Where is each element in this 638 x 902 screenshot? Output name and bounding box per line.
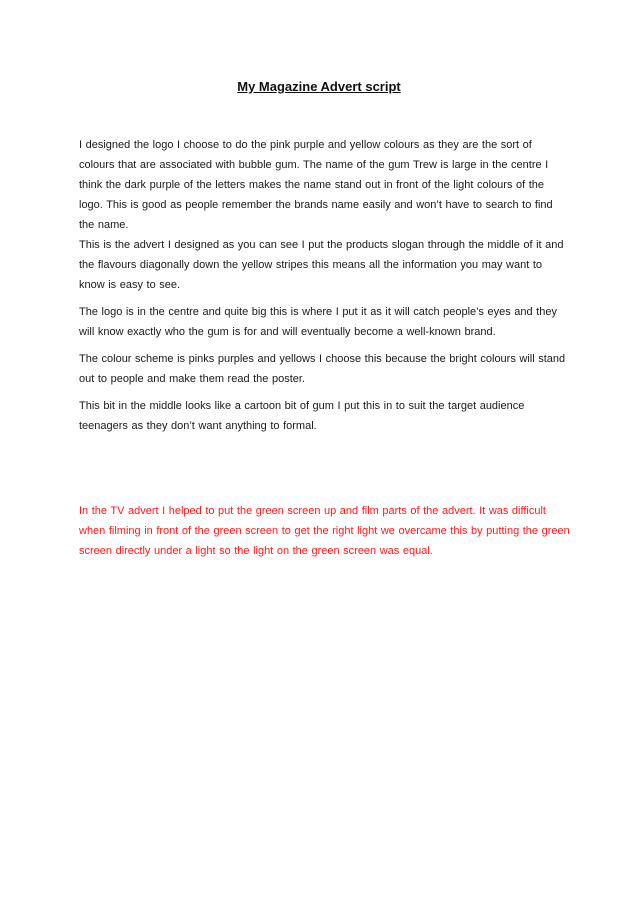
paragraph-logo-placement: The logo is in the centre and quite big this is where I put it as it will catch people’s eyes and they will know exactly who the gum is for and will eventually become a well-known brand.	[79, 306, 557, 338]
paragraph-colour-scheme: The colour scheme is pinks purples and yellows I choose this because the bright colours will stand out to people and make them read the poster.	[79, 353, 566, 385]
paragraph-logo-design: I designed the logo I choose to do the pink purple and yellow colours as they are the sort of colours that are associated with bubble gum. The name of the gum Trew is large in the centre I think the dark purple of the letters makes the name stand out in front of the light colours of the logo. This is good as people remember the brands name easily and won’t have to search to find the name.	[79, 139, 553, 231]
paragraph-cartoon-gum: This bit in the middle looks like a cartoon bit of gum I put this in to suit the target audience teenagers as they don’t want anything to formal.	[79, 400, 525, 432]
paragraph-advert-design: This is the advert I designed as you can see I put the products slogan through the middle of it and the flavours diagonally down the yellow stripes this means all the information you may want to know is easy to see.	[79, 239, 564, 291]
document-title: My Magazine Advert script	[237, 79, 401, 94]
paragraph-tv-advert: In the TV advert I helped to put the green screen up and film parts of the advert. It was difficult when filming in front of the green screen to get the right light we overcame this by putting the green screen directly under a light so the light on the green screen was equal.	[79, 505, 570, 557]
